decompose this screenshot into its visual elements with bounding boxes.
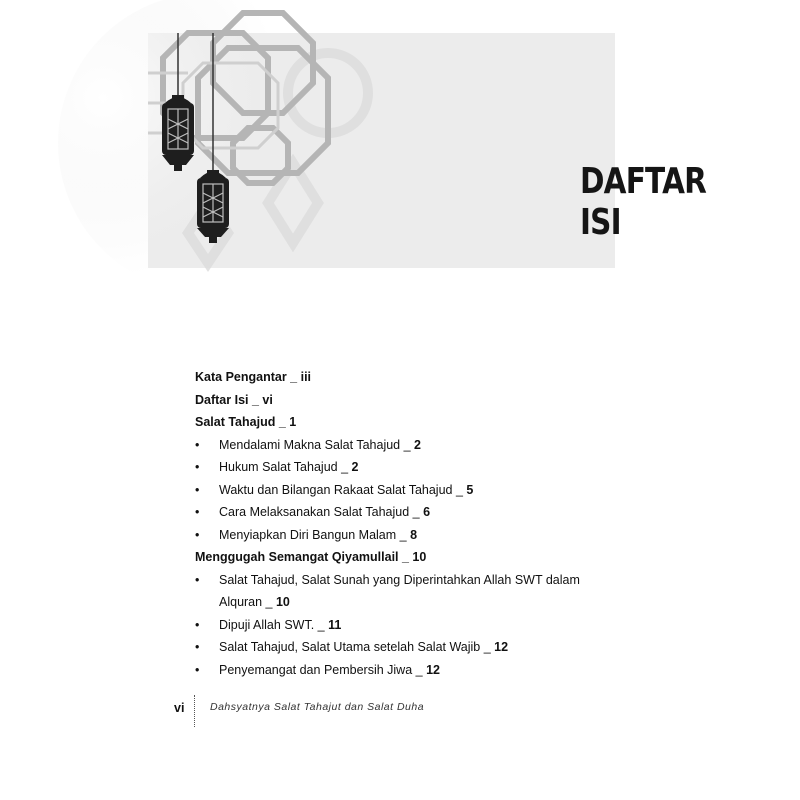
toc-entry-text: Mendalami Makna Salat Tahajud _ [219, 437, 415, 452]
bullet-icon: • [195, 572, 200, 587]
toc-entry-text: Cara Melaksanakan Salat Tahajud _ [219, 505, 424, 519]
toc-section-entry [195, 569, 615, 592]
toc-page-number: 6 [423, 505, 431, 519]
toc-section-entry [195, 479, 615, 502]
toc-entry-text: Hukum Salat Tahajud _ [219, 460, 352, 474]
toc-entry-text: Salat Tahajud, Salat Utama setelah Salat Wajib _ [219, 640, 495, 654]
toc-page-number: 12 [426, 662, 440, 677]
toc-entry-text: Waktu dan Bilangan Rakaat Salat Tahajud _ [219, 482, 467, 497]
toc-page-number: 11 [328, 617, 342, 632]
toc-section-entry [195, 434, 615, 457]
islamic-pattern-illustration [148, 33, 615, 268]
bullet-icon: • [195, 505, 200, 519]
toc-chapter-entry: Salat Tahajud _ 1 [195, 415, 297, 429]
footer-book-title: Dahsyatnya Salat Tahajut dan Salat Duha [210, 701, 425, 713]
toc-page-number: 12 [494, 640, 509, 654]
footer-page-number: vi [174, 701, 185, 715]
toc-chapter-entry: Kata Pengantar _ iii [195, 370, 312, 384]
bullet-icon: • [195, 617, 200, 632]
bullet-icon: • [195, 527, 200, 542]
page-title: DAFTAR ISI [580, 161, 707, 243]
toc-section-entry [195, 614, 615, 637]
toc-entry-text: Salat Tahajud, Salat Sunah yang Diperintahkan Allah SWT dalam [219, 572, 580, 587]
toc-entry-text: Penyemangat dan Pembersih Jiwa _ [219, 662, 427, 677]
toc-section-entry [195, 456, 615, 479]
toc-section-continuation [195, 591, 615, 614]
toc-entry-text: Alquran _ [219, 595, 276, 609]
toc-chapter-entry: Menggugah Semangat Qiyamullail _ 10 [195, 550, 427, 564]
toc-page-number: 2 [414, 437, 421, 452]
toc-section-entry [195, 659, 615, 682]
toc-section-entry [195, 636, 615, 659]
bullet-icon: • [195, 640, 200, 654]
lantern-icon [162, 95, 194, 171]
toc-page-number: 8 [410, 527, 418, 542]
footer-divider [194, 695, 195, 727]
bullet-icon: • [195, 437, 200, 452]
toc-chapter-entry: Daftar Isi _ vi [195, 392, 273, 407]
toc-entry-text: Dipuji Allah SWT. _ [219, 617, 329, 632]
bullet-icon: • [195, 460, 200, 474]
table-of-contents [195, 366, 615, 681]
toc-entry-text: Menyiapkan Diri Bangun Malam _ [219, 527, 411, 542]
bullet-icon: • [195, 482, 200, 497]
toc-section-entry [195, 501, 615, 524]
bullet-icon: • [195, 662, 200, 677]
toc-page-number: 2 [351, 460, 359, 474]
toc-section-entry [195, 524, 615, 547]
header-banner [148, 33, 707, 268]
toc-page-number: 5 [466, 482, 474, 497]
toc-page-number: 10 [275, 595, 290, 609]
lantern-icon [197, 170, 229, 243]
